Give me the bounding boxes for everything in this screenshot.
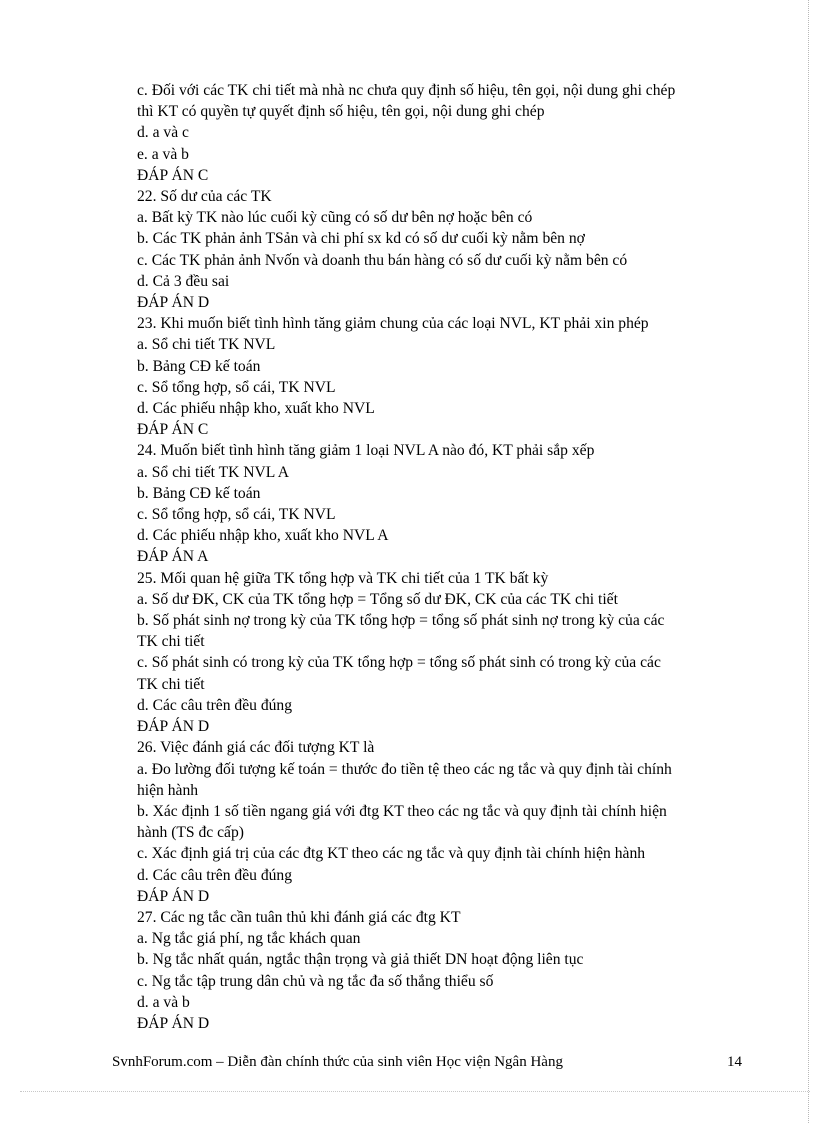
page-edge-right <box>808 0 810 1123</box>
text-line: a. Ng tắc giá phí, ng tắc khách quan <box>137 930 361 948</box>
text-line: TK chi tiết <box>137 633 205 651</box>
text-line: c. Sổ tổng hợp, sổ cái, TK NVL <box>137 378 336 396</box>
text-line: a. Số dư ĐK, CK của TK tổng hợp = Tổng số dư ĐK, CK của các TK chi tiết <box>137 590 618 608</box>
text-line: 25. Mối quan hệ giữa TK tổng hợp và TK chi tiết của 1 TK bất kỳ <box>137 569 549 587</box>
text-line: thì KT có quyền tự quyết định số hiệu, tên gọi, nội dung ghi chép <box>137 103 545 121</box>
page-footer <box>112 1054 742 1076</box>
text-line: 23. Khi muốn biết tình hình tăng giảm chung của các loại NVL, KT phải xin phép <box>137 315 649 333</box>
text-line: d. Các câu trên đều đúng <box>137 866 293 884</box>
text-line: 27. Các ng tắc cần tuân thủ khi đánh giá các đtg KT <box>137 908 461 926</box>
text-line: ĐÁP ÁN D <box>137 1014 210 1032</box>
text-line: 26. Việc đánh giá các đối tượng KT là <box>137 739 375 757</box>
text-line: c. Xác định giá trị của các đtg KT theo các ng tắc và quy định tài chính hiện hành <box>137 845 646 863</box>
text-line: b. Bảng CĐ kế toán <box>137 484 261 502</box>
page-number: 14 <box>727 1054 742 1070</box>
page-body <box>137 80 741 1034</box>
text-line: TK chi tiết <box>137 675 205 693</box>
text-line: 22. Số dư của các TK <box>137 188 272 206</box>
text-line: a. Đo lường đối tượng kế toán = thước đo tiền tệ theo các ng tắc và quy định tài chính <box>137 760 672 778</box>
text-line: ĐÁP ÁN D <box>137 294 210 312</box>
text-line: d. Cả 3 đều sai <box>137 272 230 290</box>
text-line: ĐÁP ÁN D <box>137 887 210 905</box>
text-line: d. Các phiếu nhập kho, xuất kho NVL A <box>137 527 389 545</box>
text-line: ĐÁP ÁN A <box>137 548 209 566</box>
text-line: d. Các câu trên đều đúng <box>137 696 293 714</box>
text-line: c. Đối với các TK chi tiết mà nhà nc chưa quy định số hiệu, tên gọi, nội dung ghi chép <box>137 82 676 99</box>
text-line: a. Bất kỳ TK nào lúc cuối kỳ cũng có số dư bên nợ hoặc bên có <box>137 209 533 227</box>
text-line: 24. Muốn biết tình hình tăng giảm 1 loại NVL A nào đó, KT phải sắp xếp <box>137 442 595 460</box>
text-line: a. Sổ chi tiết TK NVL A <box>137 463 290 481</box>
text-line: b. Số phát sinh nợ trong kỳ của TK tổng hợp = tổng số phát sinh nợ trong kỳ của các <box>137 612 665 630</box>
text-line: d. a và c <box>137 124 189 142</box>
text-line: d. Các phiếu nhập kho, xuất kho NVL <box>137 400 375 418</box>
text-line: ĐÁP ÁN D <box>137 718 210 736</box>
text-line: b. Ng tắc nhất quán, ngtắc thận trọng và giả thiết DN hoạt động liên tục <box>137 951 584 969</box>
footer-source: SvnhForum.com – Diễn đàn chính thức của sinh viên Học viện Ngân Hàng <box>112 1054 563 1070</box>
text-line: c. Sổ tổng hợp, sổ cái, TK NVL <box>137 506 336 524</box>
text-line: b. Các TK phản ảnh TSản và chi phí sx kd có số dư cuối kỳ nằm bên nợ <box>137 230 585 248</box>
text-line: ĐÁP ÁN C <box>137 166 209 184</box>
text-line: e. a và b <box>137 145 189 163</box>
text-line: c. Số phát sinh có trong kỳ của TK tổng hợp = tổng số phát sinh có trong kỳ của các <box>137 654 661 672</box>
page-edge-bottom <box>20 1091 810 1093</box>
text-line: hiện hành <box>137 781 199 799</box>
text-line: a. Sổ chi tiết TK NVL <box>137 336 276 354</box>
text-line: d. a và b <box>137 993 190 1011</box>
text-line: b. Xác định 1 số tiền ngang giá với đtg KT theo các ng tắc và quy định tài chính hiện <box>137 802 667 820</box>
text-line: hành (TS đc cấp) <box>137 824 244 842</box>
text-line: b. Bảng CĐ kế toán <box>137 357 261 375</box>
text-line: c. Ng tắc tập trung dân chủ và ng tắc đa số thắng thiểu số <box>137 972 494 990</box>
text-line: c. Các TK phản ảnh Nvốn và doanh thu bán hàng có số dư cuối kỳ nằm bên có <box>137 251 628 269</box>
text-line: ĐÁP ÁN C <box>137 421 209 439</box>
